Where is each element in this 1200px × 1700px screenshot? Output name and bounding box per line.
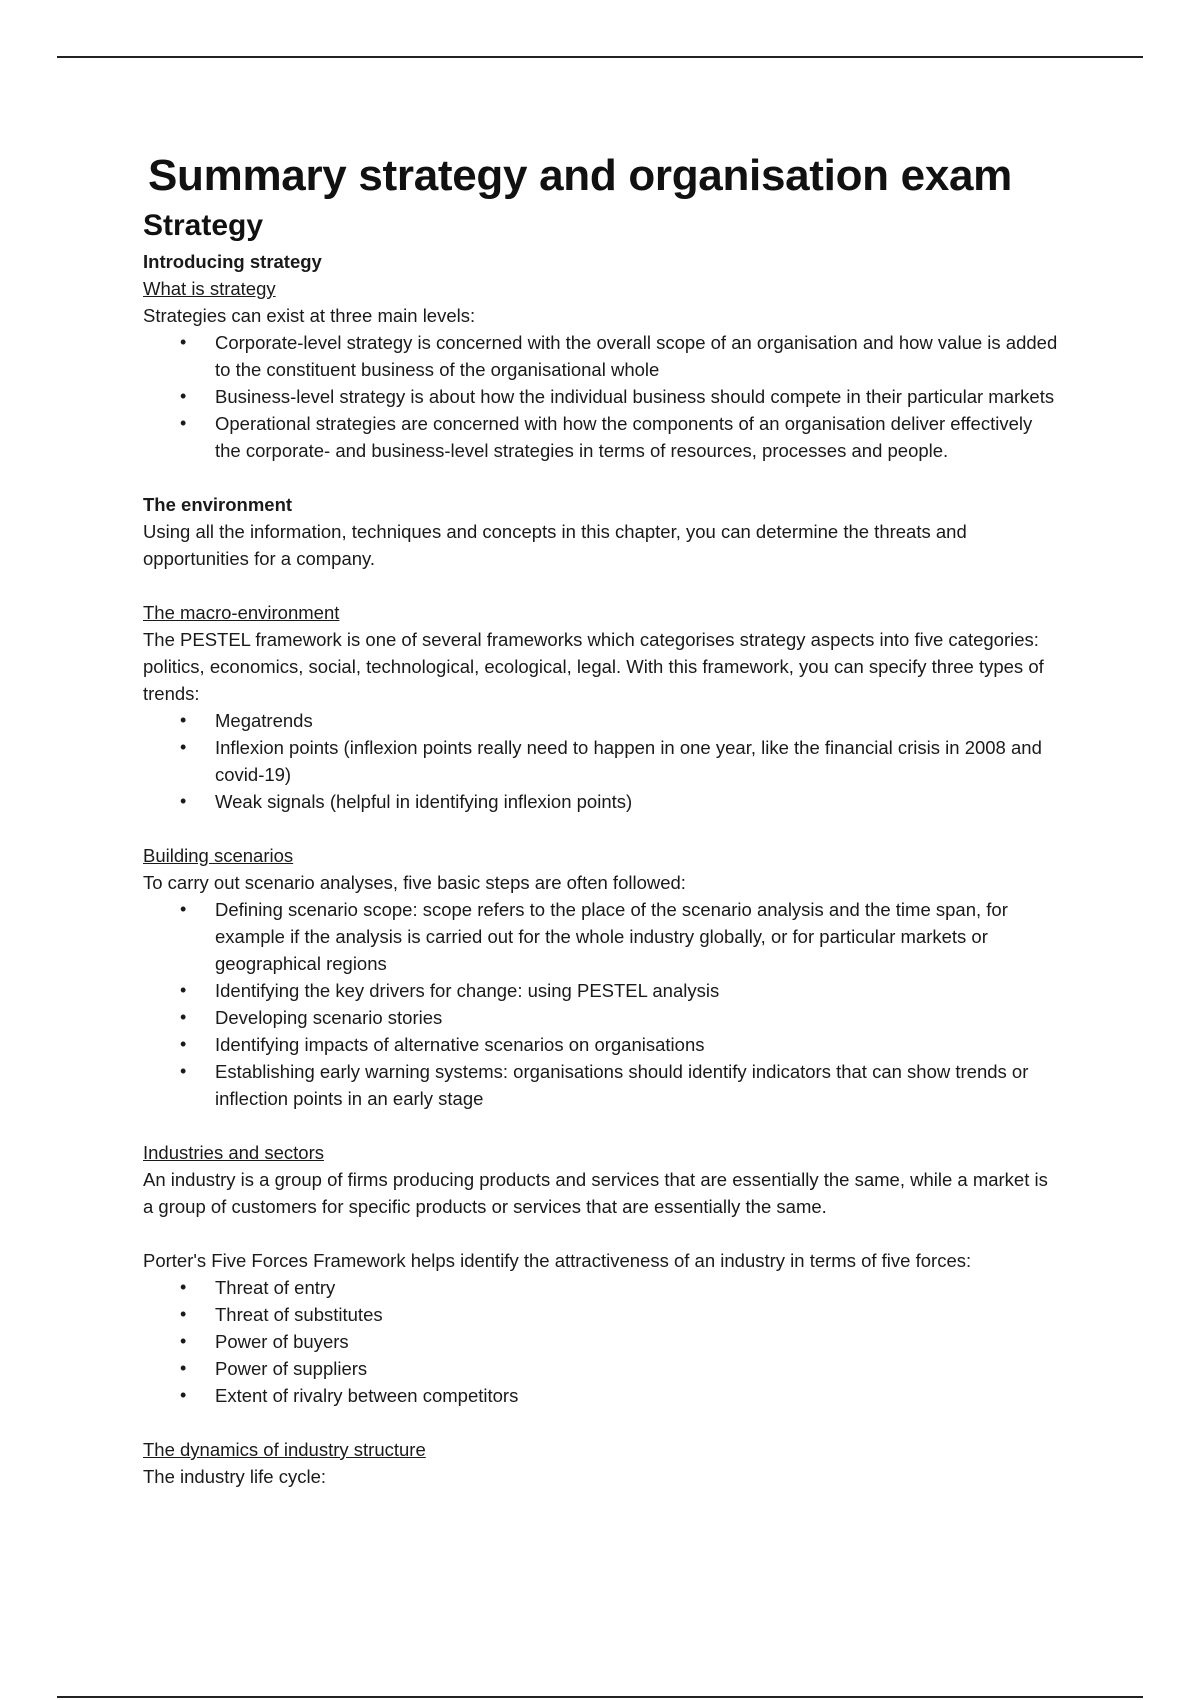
subheading-industries-sectors: Industries and sectors (143, 1142, 324, 1163)
list-item: • Weak signals (helpful in identifying inflexion points) (215, 788, 1063, 815)
macro-text: The PESTEL framework is one of several frameworks which categorises strategy aspects into five categories: politics, economics, social, technological, ecological, legal. With this framework, you can specify three types of trends: (143, 629, 1044, 704)
list-item: • Identifying the key drivers for change: using PESTEL analysis (215, 977, 1063, 1004)
list-item: • Establishing early warning systems: organisations should identify indicators that can show trends or inflection points in an early stage (215, 1058, 1063, 1112)
list-item: • Defining scenario scope: scope refers to the place of the scenario analysis and the time span, for example if the analysis is carried out for the whole industry globally, or for particular markets or geographical regions (215, 896, 1063, 977)
document-title: Summary strategy and organisation exam (148, 151, 1013, 200)
dynamics-text: The industry life cycle: (143, 1466, 327, 1487)
subheading-macro-environment: The macro-environment (143, 602, 340, 623)
heading-environment: The environment (143, 494, 293, 515)
footer-rule (57, 1696, 1143, 1698)
subheading-what-is-strategy: What is strategy (143, 278, 276, 299)
list-item: • Megatrends (215, 707, 1063, 734)
list-item: • Corporate-level strategy is concerned with the overall scope of an organisation and how value is added to the constituent business of the organisational whole (215, 329, 1063, 383)
list-item: • Power of suppliers (215, 1355, 1063, 1382)
subheading-building-scenarios: Building scenarios (143, 845, 294, 866)
list-item: • Business-level strategy is about how the individual business should compete in their particular markets (215, 383, 1063, 410)
list-item: • Operational strategies are concerned with how the components of an organisation deliver effectively the corporate- and business-level strategies in terms of resources, processes and people. (215, 410, 1063, 464)
subheading-dynamics: The dynamics of industry structure (143, 1439, 426, 1460)
scenarios-lead: To carry out scenario analyses, five basic steps are often followed: (143, 872, 686, 893)
list-item: • Inflexion points (inflexion points really need to happen in one year, like the financial crisis in 2008 and covid-19) (215, 734, 1063, 788)
industries-text: An industry is a group of firms producing products and services that are essentially the same, while a market is a group of customers for specific products or services that are essentially the same. (143, 1169, 1048, 1217)
list-item: • Power of buyers (215, 1328, 1063, 1355)
section-heading-strategy: Strategy (143, 209, 264, 242)
list-item: • Developing scenario stories (215, 1004, 1063, 1031)
intro-lead: Strategies can exist at three main levels: (143, 305, 476, 326)
list-item: • Threat of entry (215, 1274, 1063, 1301)
list-item: • Threat of substitutes (215, 1301, 1063, 1328)
strategy-levels-list (143, 329, 1063, 464)
environment-text: Using all the information, techniques and concepts in this chapter, you can determine the threats and opportunities for a company. (143, 521, 967, 569)
list-item: • Identifying impacts of alternative scenarios on organisations (215, 1031, 1063, 1058)
trends-list (143, 707, 1063, 815)
header-rule (57, 56, 1143, 58)
heading-introducing-strategy: Introducing strategy (143, 251, 322, 272)
list-item: • Extent of rivalry between competitors (215, 1382, 1063, 1409)
porter-lead: Porter's Five Forces Framework helps identify the attractiveness of an industry in terms of five forces: (143, 1250, 972, 1271)
document-page (143, 148, 1063, 1490)
scenario-steps-list (143, 896, 1063, 1112)
five-forces-list (143, 1274, 1063, 1409)
